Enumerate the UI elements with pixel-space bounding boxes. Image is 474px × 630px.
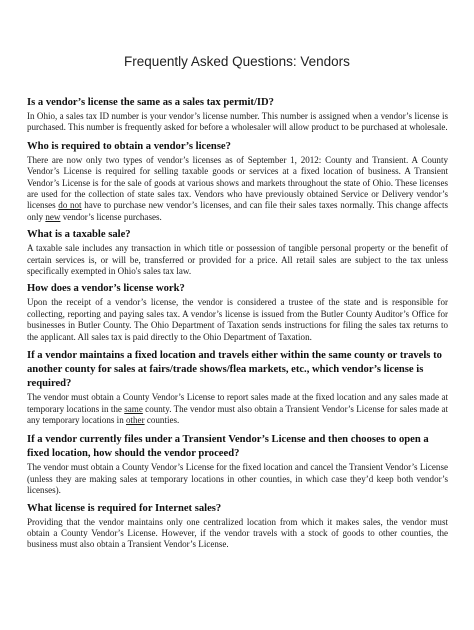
faq-section-6 (27, 433, 448, 496)
answer-text: There are now only two types of vendor’s licenses as of September 1, 2012: County and Transient. A County Vendor’s License is required for selling taxable goods or services at a fixed location of business. A Transient Vendor’s License is for the sale of goods at various shows and markets throughout the state of Ohio. These licenses are used for the collection of state sales tax. Vendors who have previously obtained Service or Delivery vendor’s licenses (27, 154, 448, 211)
faq-section-3 (27, 228, 448, 277)
underlined-text: other (126, 414, 145, 425)
faq-answer: Upon the receipt of a vendor’s license, the vendor is considered a trustee of the state and is responsible for collecting, reporting and paying sales tax. A vendor’s license is issued from the Butler County Auditor’s Office for businesses in Butler County. The Ohio Department of Taxation sends instructions for filing the sales tax returns to the applicant. All sales tax is paid directly to the Ohio Department of Taxation. (27, 297, 448, 342)
answer-text: The vendor must obtain a County Vendor’s License to report sales made at the fixed location and any sales made at temporary locations in the (27, 392, 448, 414)
underlined-text: do not (58, 200, 82, 211)
answer-text: county. The vendor must also obtain a Transient Vendor’s License for sales made at any temporary locations in (27, 403, 448, 425)
faq-answer: The vendor must obtain a County Vendor’s License for the fixed location and cancel the Transient Vendor’s License (unless they are making sales at temporary locations in other counties, in which case they’d keep both vendor’s licenses). (27, 462, 448, 496)
faq-answer: Providing that the vendor maintains only one centralized location from which it makes sales, the vendor must obtain a County Vendor’s License. However, if the vendor travels with a stock of goods to other counties, the business must also obtain a Transient Vendor’s License. (27, 516, 448, 550)
faq-question: If a vendor maintains a fixed location and travels either within the same county or travels to another county for sales at fairs/trade shows/flea markets, etc., which vendor’s license is required? (27, 350, 442, 390)
faq-section-4 (27, 282, 448, 343)
faq-question: What license is required for Internet sales? (27, 502, 222, 514)
faq-question: What is a taxable sale? (27, 229, 131, 241)
faq-section-2 (27, 140, 448, 223)
answer-text: counties. (144, 414, 180, 425)
answer-text: have to purchase new vendor’s licenses, and can file their sales taxes normally. This change affects only (27, 200, 448, 222)
answer-text: vendor’s license purchases. (60, 211, 162, 222)
faq-question: If a vendor currently files under a Transient Vendor’s License and then chooses to open a fixed location, how should the vendor proceed? (27, 434, 429, 460)
underlined-text: same (124, 403, 143, 414)
faq-answer: In Ohio, a sales tax ID number is your vendor’s license number. This number is assigned when a vendor’s license is purchased. This number is frequently asked for before a wholesaler will allow product to be purchased at wholesale. (27, 111, 448, 133)
faq-section-1 (27, 96, 448, 134)
faq-content (27, 96, 448, 551)
faq-answer: A taxable sale includes any transaction in which title or possession of tangible personal property or the benefit of certain services is, or will be, transferred or provided for a price. All retail sales are subject to the tax unless specifically exempted in Ohio's sales tax law. (27, 243, 448, 277)
faq-answer (27, 155, 448, 223)
faq-answer (27, 392, 448, 426)
faq-section-5 (27, 349, 448, 426)
faq-question: Who is required to obtain a vendor’s license? (27, 140, 231, 152)
faq-question: How does a vendor’s license work? (27, 283, 185, 295)
faq-question: Is a vendor’s license the same as a sales tax permit/ID? (27, 97, 274, 108)
underlined-text: new (45, 211, 61, 222)
faq-section-7 (27, 502, 448, 551)
page-title: Frequently Asked Questions: Vendors (124, 54, 350, 69)
